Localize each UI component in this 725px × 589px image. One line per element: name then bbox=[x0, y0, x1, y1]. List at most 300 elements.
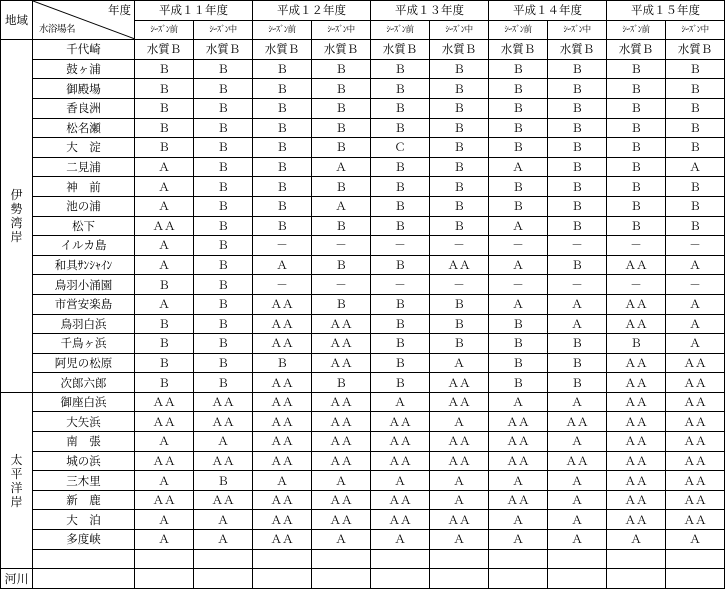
grade-cell: Ａ bbox=[489, 255, 548, 275]
grade-cell: ＡＡ bbox=[371, 490, 430, 510]
grade-cell: Ｂ bbox=[548, 353, 607, 373]
table-row bbox=[1, 255, 725, 275]
grade-cell: Ｂ bbox=[194, 353, 253, 373]
table-row bbox=[1, 334, 725, 354]
grade-cell: － bbox=[548, 275, 607, 295]
region-header: 地域 bbox=[1, 1, 33, 40]
grade-cell: Ｂ bbox=[194, 79, 253, 99]
grade-cell: Ａ bbox=[548, 490, 607, 510]
grade-cell: ＡＡ bbox=[548, 412, 607, 432]
grade-cell: Ａ bbox=[312, 157, 371, 177]
grade-cell: Ｂ bbox=[194, 314, 253, 334]
grade-cell: Ｂ bbox=[607, 196, 666, 216]
grade-cell: Ｂ bbox=[430, 118, 489, 138]
table-row bbox=[1, 412, 725, 432]
site-name: 次郎六郎 bbox=[33, 373, 135, 393]
grade-cell: Ｂ bbox=[489, 79, 548, 99]
table-row bbox=[1, 79, 725, 99]
grade-cell: Ｂ bbox=[430, 314, 489, 334]
grade-cell: － bbox=[489, 236, 548, 256]
grade-cell bbox=[666, 569, 725, 589]
grade-cell: Ａ bbox=[666, 530, 725, 550]
grade-cell: Ａ bbox=[548, 530, 607, 550]
pre-season-header: ｼｰｽﾞﾝ前 bbox=[253, 20, 312, 40]
corner-header bbox=[33, 1, 135, 40]
grade-cell: Ｂ bbox=[253, 196, 312, 216]
table-row bbox=[1, 471, 725, 491]
grade-cell: Ａ bbox=[135, 432, 194, 452]
grade-cell: Ｂ bbox=[548, 196, 607, 216]
site-name: 千代崎 bbox=[33, 40, 135, 60]
grade-cell: Ｂ bbox=[312, 294, 371, 314]
pre-season-header: ｼｰｽﾞﾝ前 bbox=[489, 20, 548, 40]
grade-cell: Ｂ bbox=[135, 314, 194, 334]
grade-cell: Ｂ bbox=[371, 373, 430, 393]
grade-cell: Ｂ bbox=[548, 177, 607, 197]
grade-cell bbox=[194, 549, 253, 569]
site-name: 松下 bbox=[33, 216, 135, 236]
grade-cell: 水質Ｂ bbox=[548, 40, 607, 60]
site-name: 南 張 bbox=[33, 432, 135, 452]
grade-cell: ＡＡ bbox=[607, 392, 666, 412]
grade-cell bbox=[312, 569, 371, 589]
grade-cell: ＡＡ bbox=[371, 510, 430, 530]
site-name: 神 前 bbox=[33, 177, 135, 197]
grade-cell bbox=[194, 569, 253, 589]
site-name: 新 鹿 bbox=[33, 490, 135, 510]
site-header-label: 水浴場名 bbox=[39, 24, 76, 36]
grade-cell: ＡＡ bbox=[489, 432, 548, 452]
grade-cell bbox=[489, 549, 548, 569]
table-row bbox=[1, 59, 725, 79]
grade-cell: 水質Ｂ bbox=[430, 40, 489, 60]
grade-cell: ＡＡ bbox=[312, 353, 371, 373]
site-name: イルカ島 bbox=[33, 236, 135, 256]
grade-cell: Ｂ bbox=[371, 59, 430, 79]
grade-cell: Ｂ bbox=[548, 157, 607, 177]
grade-cell: Ｂ bbox=[548, 59, 607, 79]
grade-cell: Ｂ bbox=[135, 138, 194, 158]
grade-cell: Ａ bbox=[666, 157, 725, 177]
grade-cell: 水質Ｂ bbox=[607, 40, 666, 60]
table-row bbox=[1, 98, 725, 118]
grade-cell: Ａ bbox=[489, 294, 548, 314]
pre-season-header: ｼｰｽﾞﾝ前 bbox=[135, 20, 194, 40]
grade-cell: Ａ bbox=[489, 471, 548, 491]
grade-cell: Ｂ bbox=[489, 314, 548, 334]
grade-cell: 水質Ｂ bbox=[194, 40, 253, 60]
grade-cell: Ａ bbox=[371, 392, 430, 412]
region-char: 太 bbox=[10, 452, 23, 467]
grade-cell: Ｂ bbox=[194, 98, 253, 118]
grade-cell: ＡＡ bbox=[430, 510, 489, 530]
grade-cell: Ｂ bbox=[312, 118, 371, 138]
grade-cell: － bbox=[312, 236, 371, 256]
grade-cell: Ｂ bbox=[489, 334, 548, 354]
table-row bbox=[1, 530, 725, 550]
grade-cell: Ｂ bbox=[489, 98, 548, 118]
grade-cell: Ｂ bbox=[253, 353, 312, 373]
grade-cell: ＡＡ bbox=[430, 392, 489, 412]
grade-cell: Ａ bbox=[430, 353, 489, 373]
table-header bbox=[1, 1, 725, 40]
grade-cell: Ｂ bbox=[548, 138, 607, 158]
grade-cell: Ｂ bbox=[135, 353, 194, 373]
grade-cell: Ａ bbox=[666, 255, 725, 275]
in-season-header: ｼｰｽﾞﾝ中 bbox=[666, 20, 725, 40]
grade-cell: Ｂ bbox=[194, 236, 253, 256]
grade-cell: ＡＡ bbox=[253, 392, 312, 412]
grade-cell: Ｂ bbox=[489, 196, 548, 216]
grade-cell: Ａ bbox=[312, 471, 371, 491]
table-row bbox=[1, 569, 725, 589]
grade-cell: Ｂ bbox=[607, 138, 666, 158]
grade-cell: Ｂ bbox=[430, 79, 489, 99]
in-season-header: ｼｰｽﾞﾝ中 bbox=[430, 20, 489, 40]
in-season-header: ｼｰｽﾞﾝ中 bbox=[548, 20, 607, 40]
grade-cell: Ｂ bbox=[489, 59, 548, 79]
grade-cell: ＡＡ bbox=[253, 490, 312, 510]
grade-cell: Ｂ bbox=[607, 98, 666, 118]
table-row bbox=[1, 392, 725, 412]
region-char: 河川 bbox=[4, 571, 29, 586]
table-row bbox=[1, 451, 725, 471]
grade-cell: ＡＡ bbox=[666, 471, 725, 491]
grade-cell: ＡＡ bbox=[666, 412, 725, 432]
grade-cell: Ｂ bbox=[548, 255, 607, 275]
grade-cell: Ａ bbox=[135, 177, 194, 197]
grade-cell: ＡＡ bbox=[489, 412, 548, 432]
grade-cell: ＡＡ bbox=[253, 530, 312, 550]
site-name: 大 泊 bbox=[33, 510, 135, 530]
grade-cell: Ａ bbox=[489, 157, 548, 177]
grade-cell: Ｂ bbox=[371, 157, 430, 177]
grade-cell bbox=[135, 569, 194, 589]
grade-cell bbox=[548, 569, 607, 589]
year-header: 平成１３年度 bbox=[371, 1, 489, 21]
grade-cell: Ｂ bbox=[194, 138, 253, 158]
grade-cell: － bbox=[489, 275, 548, 295]
grade-cell: Ａ bbox=[194, 432, 253, 452]
table-row bbox=[1, 373, 725, 393]
grade-cell: － bbox=[371, 275, 430, 295]
grade-cell: － bbox=[607, 236, 666, 256]
grade-cell: Ｂ bbox=[430, 98, 489, 118]
grade-cell: 水質Ｂ bbox=[489, 40, 548, 60]
grade-cell: ＡＡ bbox=[666, 392, 725, 412]
year-header-label: 年度 bbox=[108, 3, 131, 17]
grade-cell: ＡＡ bbox=[312, 314, 371, 334]
table-row bbox=[1, 236, 725, 256]
grade-cell: ＡＡ bbox=[371, 412, 430, 432]
site-name: 香良洲 bbox=[33, 98, 135, 118]
grade-cell: ＡＡ bbox=[194, 412, 253, 432]
table-row bbox=[1, 216, 725, 236]
site-name: 大矢浜 bbox=[33, 412, 135, 432]
grade-cell: Ａ bbox=[548, 294, 607, 314]
grade-cell: ＡＡ bbox=[135, 451, 194, 471]
grade-cell: Ａ bbox=[194, 510, 253, 530]
site-name: 城の浜 bbox=[33, 451, 135, 471]
site-name: 松名瀬 bbox=[33, 118, 135, 138]
grade-cell: Ｃ bbox=[371, 138, 430, 158]
grade-cell bbox=[548, 549, 607, 569]
grade-cell: 水質Ｂ bbox=[666, 40, 725, 60]
grade-cell: ＡＡ bbox=[607, 510, 666, 530]
grade-cell: ＡＡ bbox=[312, 490, 371, 510]
grade-cell: ＡＡ bbox=[253, 451, 312, 471]
grade-cell: ＡＡ bbox=[312, 334, 371, 354]
grade-cell: ＡＡ bbox=[135, 490, 194, 510]
grade-cell: Ａ bbox=[430, 412, 489, 432]
region-char: 勢 bbox=[10, 202, 23, 217]
grade-cell: Ａ bbox=[430, 530, 489, 550]
grade-cell: Ｂ bbox=[371, 353, 430, 373]
site-name: 鳥羽白浜 bbox=[33, 314, 135, 334]
table-row bbox=[1, 432, 725, 452]
site-name: 三木里 bbox=[33, 471, 135, 491]
grade-cell: ＡＡ bbox=[607, 451, 666, 471]
grade-cell: Ｂ bbox=[548, 334, 607, 354]
grade-cell: Ｂ bbox=[548, 373, 607, 393]
grade-cell: ＡＡ bbox=[607, 314, 666, 334]
grade-cell: Ｂ bbox=[607, 118, 666, 138]
grade-cell: Ｂ bbox=[194, 157, 253, 177]
grade-cell: Ｂ bbox=[253, 79, 312, 99]
grade-cell: Ｂ bbox=[548, 79, 607, 99]
grade-cell: Ａ bbox=[135, 294, 194, 314]
site-name: 御座白浜 bbox=[33, 392, 135, 412]
grade-cell: Ａ bbox=[430, 471, 489, 491]
table-row bbox=[1, 314, 725, 334]
grade-cell: Ａ bbox=[253, 471, 312, 491]
table-row bbox=[1, 490, 725, 510]
site-name bbox=[33, 569, 135, 589]
grade-cell: Ａ bbox=[253, 255, 312, 275]
grade-cell: ＡＡ bbox=[607, 353, 666, 373]
region-cell bbox=[1, 569, 33, 589]
grade-cell: Ｂ bbox=[607, 79, 666, 99]
grade-cell: Ｂ bbox=[666, 98, 725, 118]
grade-cell: Ｂ bbox=[135, 98, 194, 118]
grade-cell bbox=[253, 569, 312, 589]
grade-cell: Ｂ bbox=[666, 138, 725, 158]
grade-cell: Ａ bbox=[135, 471, 194, 491]
region-cell bbox=[1, 392, 33, 568]
grade-cell: ＡＡ bbox=[194, 392, 253, 412]
region-char: 岸 bbox=[10, 230, 23, 245]
region-char: 洋 bbox=[10, 480, 23, 495]
grade-cell: ＡＡ bbox=[312, 510, 371, 530]
grade-cell bbox=[430, 549, 489, 569]
grade-cell: Ｂ bbox=[548, 118, 607, 138]
table-row bbox=[1, 549, 725, 569]
grade-cell: 水質Ｂ bbox=[312, 40, 371, 60]
grade-cell: ＡＡ bbox=[371, 451, 430, 471]
grade-cell: Ｂ bbox=[312, 255, 371, 275]
grade-cell: Ａ bbox=[548, 471, 607, 491]
grade-cell: ＡＡ bbox=[607, 373, 666, 393]
site-name: 二見浦 bbox=[33, 157, 135, 177]
grade-cell: Ｂ bbox=[253, 98, 312, 118]
grade-cell: ＡＡ bbox=[135, 216, 194, 236]
grade-cell: Ｂ bbox=[194, 59, 253, 79]
grade-cell: ＡＡ bbox=[253, 314, 312, 334]
grade-cell: Ｂ bbox=[666, 216, 725, 236]
grade-cell: ＡＡ bbox=[312, 451, 371, 471]
grade-cell: － bbox=[253, 275, 312, 295]
grade-cell: Ｂ bbox=[312, 216, 371, 236]
table-row bbox=[1, 353, 725, 373]
site-name: 御殿場 bbox=[33, 79, 135, 99]
grade-cell: Ａ bbox=[607, 530, 666, 550]
grade-cell: Ｂ bbox=[253, 138, 312, 158]
grade-cell: ＡＡ bbox=[666, 432, 725, 452]
grade-cell: － bbox=[430, 236, 489, 256]
grade-cell: Ｂ bbox=[194, 177, 253, 197]
table-body bbox=[1, 40, 725, 589]
in-season-header: ｼｰｽﾞﾝ中 bbox=[312, 20, 371, 40]
grade-cell: Ｂ bbox=[430, 334, 489, 354]
grade-cell: Ａ bbox=[194, 530, 253, 550]
grade-cell bbox=[135, 549, 194, 569]
grade-cell bbox=[489, 569, 548, 589]
site-name: 多度峡 bbox=[33, 530, 135, 550]
grade-cell: Ｂ bbox=[194, 118, 253, 138]
grade-cell: ＡＡ bbox=[253, 412, 312, 432]
region-char: 平 bbox=[10, 466, 23, 481]
grade-cell: Ｂ bbox=[666, 118, 725, 138]
grade-cell: － bbox=[666, 236, 725, 256]
table-row bbox=[1, 196, 725, 216]
grade-cell: － bbox=[312, 275, 371, 295]
site-name: 阿児の松原 bbox=[33, 353, 135, 373]
grade-cell: Ａ bbox=[666, 294, 725, 314]
grade-cell: Ｂ bbox=[430, 177, 489, 197]
grade-cell: ＡＡ bbox=[666, 490, 725, 510]
grade-cell: Ｂ bbox=[548, 216, 607, 236]
grade-cell: Ｂ bbox=[666, 177, 725, 197]
grade-cell: Ｂ bbox=[430, 294, 489, 314]
grade-cell: Ｂ bbox=[607, 157, 666, 177]
grade-cell bbox=[430, 569, 489, 589]
grade-cell: Ａ bbox=[135, 510, 194, 530]
grade-cell: ＡＡ bbox=[666, 373, 725, 393]
grade-cell: Ａ bbox=[135, 255, 194, 275]
site-name: 和具ｻﾝｼｬｲﾝ bbox=[33, 255, 135, 275]
grade-cell: Ｂ bbox=[371, 255, 430, 275]
region-cell bbox=[1, 40, 33, 393]
grade-cell: Ｂ bbox=[489, 138, 548, 158]
grade-cell: Ｂ bbox=[666, 196, 725, 216]
table-row bbox=[1, 118, 725, 138]
grade-cell: ＡＡ bbox=[194, 451, 253, 471]
grade-cell: ＡＡ bbox=[607, 412, 666, 432]
grade-cell: Ａ bbox=[548, 314, 607, 334]
site-name: 市営安楽島 bbox=[33, 294, 135, 314]
grade-cell: ＡＡ bbox=[430, 432, 489, 452]
grade-cell: ＡＡ bbox=[607, 294, 666, 314]
grade-cell: 水質Ｂ bbox=[135, 40, 194, 60]
grade-cell: － bbox=[607, 275, 666, 295]
site-name: 大 淀 bbox=[33, 138, 135, 158]
grade-cell: － bbox=[666, 275, 725, 295]
grade-cell: Ａ bbox=[430, 490, 489, 510]
grade-cell: Ｂ bbox=[194, 334, 253, 354]
grade-cell: Ａ bbox=[489, 510, 548, 530]
grade-cell: Ｂ bbox=[312, 98, 371, 118]
grade-cell: Ｂ bbox=[312, 79, 371, 99]
grade-cell: Ｂ bbox=[371, 294, 430, 314]
grade-cell: Ｂ bbox=[194, 196, 253, 216]
grade-cell: ＡＡ bbox=[312, 412, 371, 432]
grade-cell: ＡＡ bbox=[135, 392, 194, 412]
grade-cell: Ａ bbox=[312, 196, 371, 216]
region-char: 岸 bbox=[10, 494, 23, 509]
grade-cell: Ｂ bbox=[253, 118, 312, 138]
grade-cell: Ａ bbox=[135, 530, 194, 550]
grade-cell: 水質Ｂ bbox=[371, 40, 430, 60]
grade-cell bbox=[666, 549, 725, 569]
year-header: 平成１２年度 bbox=[253, 1, 371, 21]
grade-cell: ＡＡ bbox=[253, 294, 312, 314]
grade-cell: Ｂ bbox=[430, 138, 489, 158]
grade-cell: Ｂ bbox=[371, 216, 430, 236]
grade-cell: ＡＡ bbox=[548, 451, 607, 471]
pre-season-header: ｼｰｽﾞﾝ前 bbox=[371, 20, 430, 40]
site-name: 鳥羽小涌園 bbox=[33, 275, 135, 295]
grade-cell: Ｂ bbox=[135, 118, 194, 138]
grade-cell: Ｂ bbox=[253, 157, 312, 177]
grade-cell: Ｂ bbox=[489, 373, 548, 393]
grade-cell: Ｂ bbox=[194, 275, 253, 295]
table-row bbox=[1, 40, 725, 60]
grade-cell: Ｂ bbox=[312, 373, 371, 393]
grade-cell: － bbox=[548, 236, 607, 256]
grade-cell bbox=[371, 549, 430, 569]
grade-cell: ＡＡ bbox=[253, 334, 312, 354]
year-header: 平成１１年度 bbox=[135, 1, 253, 21]
grade-cell: ＡＡ bbox=[371, 432, 430, 452]
grade-cell: Ｂ bbox=[253, 216, 312, 236]
grade-cell: Ｂ bbox=[430, 216, 489, 236]
grade-cell: Ｂ bbox=[430, 59, 489, 79]
table-row bbox=[1, 157, 725, 177]
grade-cell: ＡＡ bbox=[253, 510, 312, 530]
grade-cell: ＡＡ bbox=[489, 490, 548, 510]
grade-cell: Ｂ bbox=[253, 59, 312, 79]
grade-cell: ＡＡ bbox=[489, 451, 548, 471]
grade-cell: Ｂ bbox=[135, 373, 194, 393]
site-name: 鼓ヶ浦 bbox=[33, 59, 135, 79]
grade-cell: Ｂ bbox=[371, 314, 430, 334]
grade-cell: Ｂ bbox=[607, 216, 666, 236]
grade-cell: Ｂ bbox=[666, 59, 725, 79]
grade-cell: Ｂ bbox=[194, 216, 253, 236]
grade-cell: Ｂ bbox=[430, 196, 489, 216]
grade-cell: Ａ bbox=[489, 392, 548, 412]
grade-cell: Ａ bbox=[548, 510, 607, 530]
grade-cell: Ａ bbox=[371, 471, 430, 491]
grade-cell: Ｂ bbox=[194, 255, 253, 275]
table-row bbox=[1, 510, 725, 530]
grade-cell: Ｂ bbox=[135, 79, 194, 99]
grade-cell: ＡＡ bbox=[607, 432, 666, 452]
grade-cell: Ｂ bbox=[607, 177, 666, 197]
table-row bbox=[1, 294, 725, 314]
grade-cell: Ｂ bbox=[430, 157, 489, 177]
grade-cell: Ａ bbox=[135, 196, 194, 216]
